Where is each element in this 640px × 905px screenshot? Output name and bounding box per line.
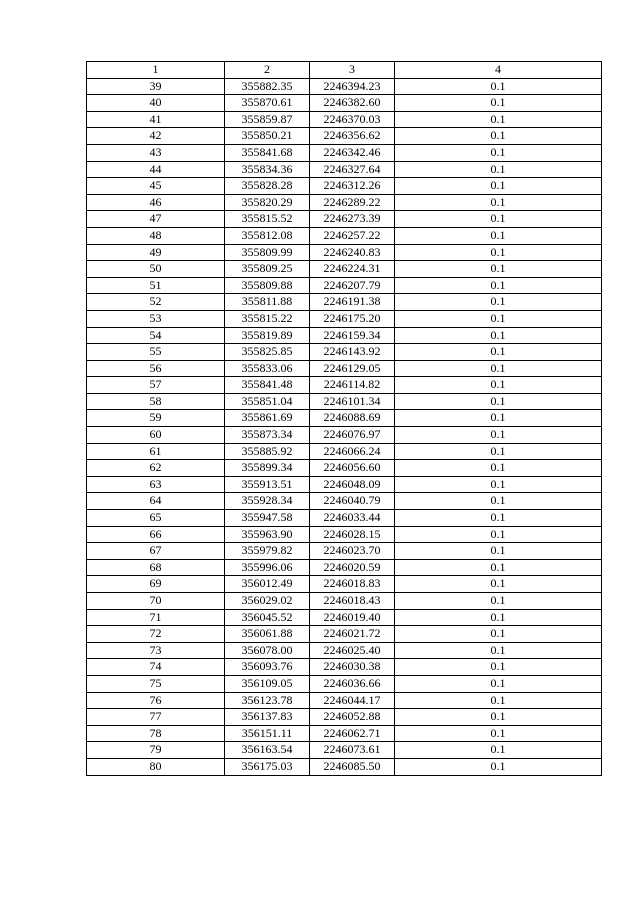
tolerance-cell: 0.1 <box>395 410 602 427</box>
table-row <box>87 609 602 626</box>
x-coordinate-cell: 356163.54 <box>225 742 310 759</box>
point-number-cell: 49 <box>87 244 225 261</box>
tolerance-cell: 0.1 <box>395 111 602 128</box>
table-row <box>87 576 602 593</box>
x-coordinate-cell: 355885.92 <box>225 443 310 460</box>
y-coordinate-cell: 2246289.22 <box>310 194 395 211</box>
point-number-cell: 62 <box>87 460 225 477</box>
table-row <box>87 642 602 659</box>
x-coordinate-cell: 356137.83 <box>225 709 310 726</box>
point-number-cell: 65 <box>87 510 225 527</box>
tolerance-cell: 0.1 <box>395 261 602 278</box>
point-number-cell: 52 <box>87 294 225 311</box>
tolerance-cell: 0.1 <box>395 742 602 759</box>
table-row <box>87 377 602 394</box>
point-number-cell: 50 <box>87 261 225 278</box>
y-coordinate-cell: 2246066.24 <box>310 443 395 460</box>
point-number-cell: 39 <box>87 78 225 95</box>
point-number-cell: 59 <box>87 410 225 427</box>
point-number-cell: 61 <box>87 443 225 460</box>
tolerance-cell: 0.1 <box>395 178 602 195</box>
x-coordinate-cell: 356012.49 <box>225 576 310 593</box>
x-coordinate-cell: 355811.88 <box>225 294 310 311</box>
x-coordinate-cell: 355815.52 <box>225 211 310 228</box>
x-coordinate-cell: 356045.52 <box>225 609 310 626</box>
tolerance-cell: 0.1 <box>395 128 602 145</box>
x-coordinate-cell: 356078.00 <box>225 642 310 659</box>
table-row <box>87 526 602 543</box>
y-coordinate-cell: 2246018.83 <box>310 576 395 593</box>
point-number-cell: 67 <box>87 543 225 560</box>
table-row <box>87 659 602 676</box>
table-row <box>87 709 602 726</box>
tolerance-cell: 0.1 <box>395 526 602 543</box>
tolerance-cell: 0.1 <box>395 161 602 178</box>
y-coordinate-cell: 2246370.03 <box>310 111 395 128</box>
point-number-cell: 60 <box>87 427 225 444</box>
point-number-cell: 70 <box>87 593 225 610</box>
tolerance-cell: 0.1 <box>395 294 602 311</box>
table-row <box>87 310 602 327</box>
tolerance-cell: 0.1 <box>395 227 602 244</box>
table-body <box>87 78 602 775</box>
y-coordinate-cell: 2246030.38 <box>310 659 395 676</box>
point-number-cell: 75 <box>87 675 225 692</box>
y-coordinate-cell: 2246019.40 <box>310 609 395 626</box>
x-coordinate-cell: 355809.25 <box>225 261 310 278</box>
tolerance-cell: 0.1 <box>395 310 602 327</box>
table-row <box>87 593 602 610</box>
point-number-cell: 45 <box>87 178 225 195</box>
x-coordinate-cell: 355859.87 <box>225 111 310 128</box>
x-coordinate-cell: 356029.02 <box>225 593 310 610</box>
x-coordinate-cell: 355819.89 <box>225 327 310 344</box>
tolerance-cell: 0.1 <box>395 576 602 593</box>
y-coordinate-cell: 2246129.05 <box>310 360 395 377</box>
point-number-cell: 40 <box>87 95 225 112</box>
x-coordinate-cell: 356151.11 <box>225 725 310 742</box>
tolerance-cell: 0.1 <box>395 675 602 692</box>
point-number-cell: 80 <box>87 758 225 775</box>
y-coordinate-cell: 2246020.59 <box>310 559 395 576</box>
point-number-cell: 69 <box>87 576 225 593</box>
point-number-cell: 63 <box>87 476 225 493</box>
table-row <box>87 211 602 228</box>
x-coordinate-cell: 355812.08 <box>225 227 310 244</box>
table-row <box>87 111 602 128</box>
table-row <box>87 294 602 311</box>
y-coordinate-cell: 2246052.88 <box>310 709 395 726</box>
tolerance-cell: 0.1 <box>395 393 602 410</box>
x-coordinate-cell: 355861.69 <box>225 410 310 427</box>
y-coordinate-cell: 2246356.62 <box>310 128 395 145</box>
table-row <box>87 626 602 643</box>
tolerance-cell: 0.1 <box>395 626 602 643</box>
x-coordinate-cell: 355820.29 <box>225 194 310 211</box>
tolerance-cell: 0.1 <box>395 194 602 211</box>
tolerance-cell: 0.1 <box>395 758 602 775</box>
point-number-cell: 48 <box>87 227 225 244</box>
point-number-cell: 54 <box>87 327 225 344</box>
x-coordinate-cell: 355828.28 <box>225 178 310 195</box>
table-row <box>87 144 602 161</box>
table-row <box>87 128 602 145</box>
point-number-cell: 56 <box>87 360 225 377</box>
point-number-cell: 41 <box>87 111 225 128</box>
x-coordinate-cell: 355851.04 <box>225 393 310 410</box>
tolerance-cell: 0.1 <box>395 593 602 610</box>
x-coordinate-cell: 356109.05 <box>225 675 310 692</box>
tolerance-cell: 0.1 <box>395 244 602 261</box>
tolerance-cell: 0.1 <box>395 659 602 676</box>
x-coordinate-cell: 355882.35 <box>225 78 310 95</box>
table-row <box>87 692 602 709</box>
tolerance-cell: 0.1 <box>395 344 602 361</box>
tolerance-cell: 0.1 <box>395 277 602 294</box>
tolerance-cell: 0.1 <box>395 493 602 510</box>
table-row <box>87 758 602 775</box>
y-coordinate-cell: 2246062.71 <box>310 725 395 742</box>
point-number-cell: 78 <box>87 725 225 742</box>
tolerance-cell: 0.1 <box>395 327 602 344</box>
x-coordinate-cell: 356123.78 <box>225 692 310 709</box>
table-row <box>87 194 602 211</box>
tolerance-cell: 0.1 <box>395 95 602 112</box>
y-coordinate-cell: 2246273.39 <box>310 211 395 228</box>
tolerance-cell: 0.1 <box>395 427 602 444</box>
y-coordinate-cell: 2246101.34 <box>310 393 395 410</box>
point-number-cell: 47 <box>87 211 225 228</box>
y-coordinate-cell: 2246044.17 <box>310 692 395 709</box>
y-coordinate-cell: 2246159.34 <box>310 327 395 344</box>
x-coordinate-cell: 355913.51 <box>225 476 310 493</box>
y-coordinate-cell: 2246036.66 <box>310 675 395 692</box>
y-coordinate-cell: 2246191.38 <box>310 294 395 311</box>
x-coordinate-cell: 355809.99 <box>225 244 310 261</box>
table-row <box>87 227 602 244</box>
table-row <box>87 510 602 527</box>
y-coordinate-cell: 2246025.40 <box>310 642 395 659</box>
table-row <box>87 161 602 178</box>
x-coordinate-cell: 356093.76 <box>225 659 310 676</box>
y-coordinate-cell: 2246028.15 <box>310 526 395 543</box>
x-coordinate-cell: 355928.34 <box>225 493 310 510</box>
x-coordinate-cell: 355979.82 <box>225 543 310 560</box>
table-row <box>87 675 602 692</box>
point-number-cell: 53 <box>87 310 225 327</box>
point-number-cell: 43 <box>87 144 225 161</box>
x-coordinate-cell: 355873.34 <box>225 427 310 444</box>
point-number-cell: 74 <box>87 659 225 676</box>
tolerance-cell: 0.1 <box>395 609 602 626</box>
table-row <box>87 543 602 560</box>
tolerance-cell: 0.1 <box>395 510 602 527</box>
table-row <box>87 410 602 427</box>
x-coordinate-cell: 355899.34 <box>225 460 310 477</box>
tolerance-cell: 0.1 <box>395 709 602 726</box>
x-coordinate-cell: 355996.06 <box>225 559 310 576</box>
table-row <box>87 443 602 460</box>
x-coordinate-cell: 355841.68 <box>225 144 310 161</box>
table-row <box>87 95 602 112</box>
table-row <box>87 559 602 576</box>
y-coordinate-cell: 2246382.60 <box>310 95 395 112</box>
coordinates-table <box>86 61 602 776</box>
y-coordinate-cell: 2246021.72 <box>310 626 395 643</box>
tolerance-cell: 0.1 <box>395 725 602 742</box>
point-number-cell: 77 <box>87 709 225 726</box>
point-number-cell: 51 <box>87 277 225 294</box>
table-row <box>87 244 602 261</box>
y-coordinate-cell: 2246076.97 <box>310 427 395 444</box>
table-row <box>87 360 602 377</box>
table-row <box>87 277 602 294</box>
table-row <box>87 460 602 477</box>
point-number-cell: 57 <box>87 377 225 394</box>
x-coordinate-cell: 355834.36 <box>225 161 310 178</box>
point-number-cell: 44 <box>87 161 225 178</box>
y-coordinate-cell: 2246033.44 <box>310 510 395 527</box>
table-row <box>87 327 602 344</box>
table-row <box>87 78 602 95</box>
tolerance-cell: 0.1 <box>395 360 602 377</box>
point-number-cell: 76 <box>87 692 225 709</box>
point-number-cell: 46 <box>87 194 225 211</box>
tolerance-cell: 0.1 <box>395 559 602 576</box>
x-coordinate-cell: 355825.85 <box>225 344 310 361</box>
point-number-cell: 66 <box>87 526 225 543</box>
point-number-cell: 55 <box>87 344 225 361</box>
point-number-cell: 58 <box>87 393 225 410</box>
tolerance-cell: 0.1 <box>395 443 602 460</box>
tolerance-cell: 0.1 <box>395 377 602 394</box>
y-coordinate-cell: 2246342.46 <box>310 144 395 161</box>
tolerance-cell: 0.1 <box>395 78 602 95</box>
y-coordinate-cell: 2246224.31 <box>310 261 395 278</box>
x-coordinate-cell: 355850.21 <box>225 128 310 145</box>
x-coordinate-cell: 355870.61 <box>225 95 310 112</box>
tolerance-cell: 0.1 <box>395 460 602 477</box>
point-number-cell: 72 <box>87 626 225 643</box>
y-coordinate-cell: 2246040.79 <box>310 493 395 510</box>
y-coordinate-cell: 2246257.22 <box>310 227 395 244</box>
table-row <box>87 493 602 510</box>
x-coordinate-cell: 356061.88 <box>225 626 310 643</box>
table-row <box>87 725 602 742</box>
table-row <box>87 261 602 278</box>
x-coordinate-cell: 355947.58 <box>225 510 310 527</box>
y-coordinate-cell: 2246048.09 <box>310 476 395 493</box>
point-number-cell: 64 <box>87 493 225 510</box>
x-coordinate-cell: 355809.88 <box>225 277 310 294</box>
point-number-cell: 79 <box>87 742 225 759</box>
y-coordinate-cell: 2246143.92 <box>310 344 395 361</box>
column-header-1: 1 <box>87 62 225 79</box>
tolerance-cell: 0.1 <box>395 543 602 560</box>
tolerance-cell: 0.1 <box>395 144 602 161</box>
y-coordinate-cell: 2246056.60 <box>310 460 395 477</box>
y-coordinate-cell: 2246394.23 <box>310 78 395 95</box>
table-row <box>87 476 602 493</box>
y-coordinate-cell: 2246088.69 <box>310 410 395 427</box>
table-row <box>87 178 602 195</box>
table-row <box>87 742 602 759</box>
tolerance-cell: 0.1 <box>395 211 602 228</box>
tolerance-cell: 0.1 <box>395 692 602 709</box>
header-row <box>87 62 602 79</box>
point-number-cell: 42 <box>87 128 225 145</box>
y-coordinate-cell: 2246240.83 <box>310 244 395 261</box>
point-number-cell: 71 <box>87 609 225 626</box>
column-header-2: 2 <box>225 62 310 79</box>
column-header-4: 4 <box>395 62 602 79</box>
y-coordinate-cell: 2246207.79 <box>310 277 395 294</box>
tolerance-cell: 0.1 <box>395 476 602 493</box>
x-coordinate-cell: 355815.22 <box>225 310 310 327</box>
x-coordinate-cell: 355841.48 <box>225 377 310 394</box>
y-coordinate-cell: 2246085.50 <box>310 758 395 775</box>
table-row <box>87 344 602 361</box>
y-coordinate-cell: 2246175.20 <box>310 310 395 327</box>
x-coordinate-cell: 356175.03 <box>225 758 310 775</box>
y-coordinate-cell: 2246073.61 <box>310 742 395 759</box>
point-number-cell: 68 <box>87 559 225 576</box>
table-header <box>87 62 602 79</box>
column-header-3: 3 <box>310 62 395 79</box>
table-row <box>87 427 602 444</box>
table-row <box>87 393 602 410</box>
y-coordinate-cell: 2246327.64 <box>310 161 395 178</box>
y-coordinate-cell: 2246023.70 <box>310 543 395 560</box>
y-coordinate-cell: 2246312.26 <box>310 178 395 195</box>
tolerance-cell: 0.1 <box>395 642 602 659</box>
point-number-cell: 73 <box>87 642 225 659</box>
y-coordinate-cell: 2246114.82 <box>310 377 395 394</box>
x-coordinate-cell: 355833.06 <box>225 360 310 377</box>
x-coordinate-cell: 355963.90 <box>225 526 310 543</box>
y-coordinate-cell: 2246018.43 <box>310 593 395 610</box>
